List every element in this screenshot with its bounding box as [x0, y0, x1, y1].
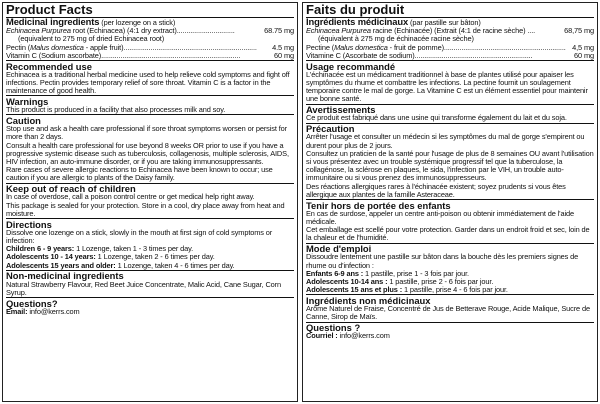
section-heading: Warnings — [6, 95, 294, 106]
section-heading: Questions ? — [306, 322, 594, 333]
ingredient-row: Echinacea Purpurea racine (Echinacée) (Extrait (4:1 de racine sèche) .... 68,75 mg — [306, 26, 594, 36]
ingredient-name: Echinacea Purpurea — [306, 26, 371, 36]
section-heading: Ingrédients médicinaux — [306, 16, 409, 27]
dosage-amount: 1 Lozenge, taken 2 - 6 times per day. — [95, 252, 215, 262]
dosage-amount: 1 pastille, prise 2 - 6 fois par jour. — [387, 277, 494, 287]
section-heading: Ingrédients non médicinaux — [306, 294, 594, 305]
ingredient-row: Vitamin C (Sodium ascorbate)........................................................................ 60 mg — [6, 50, 294, 60]
ingredient-row: Pectine (Malus domestica - fruit de pomme)............................................................... 4,5 mg — [306, 42, 594, 52]
ingredient-detail: root (Echinacea) (4:1 dry extract) — [70, 26, 177, 36]
section-heading: Mode d'emploi — [306, 243, 594, 254]
section-heading: Tenir hors de portée des enfants — [306, 199, 594, 210]
ingredient-note: (équivalent à 275 mg de échinacée racine sèche) — [318, 34, 474, 44]
section-heading: Keep out of reach of children — [6, 183, 294, 194]
contact-line — [6, 308, 294, 316]
email-address: info@kerrs.com — [337, 331, 390, 341]
section-heading: Questions? — [6, 297, 294, 308]
panel-title: Product Facts — [6, 3, 294, 18]
section-text: Rare cases of severe allergic reactions to Echinacea have been known to occur; use caution if you are allergic to plants of the Daisy family. — [6, 165, 273, 183]
section-heading: Directions — [6, 218, 294, 229]
section-heading: Recommended use — [6, 60, 294, 71]
panel-title: Faits du produit — [306, 3, 594, 18]
ingredient-name: Vitamin C (Sodium ascorbate) — [6, 50, 102, 60]
dosage-group: Children 6 - 9 years: — [6, 244, 75, 254]
ingredient-name: Vitamine C (Ascorbate de sodium) — [306, 50, 415, 60]
email-address: info@kerrs.com — [27, 306, 80, 316]
ingredient-name: Echinacea Purpurea — [6, 26, 71, 36]
section-heading: Caution — [6, 114, 294, 125]
section-text: Des réactions allergiques rares à l'échinacée existent; soyez prudents si vous êtes allergique aux plantes de la famille Asteraceae. — [306, 181, 566, 199]
ingredient-amount: 60 mg — [274, 50, 294, 60]
ingredient-latin: Malus domestica — [334, 42, 388, 52]
section-text: Arôme Naturel de Fraise, Concentré de Jus de Betterave Rouge, Acide Malique, Sucre de Canne, Sirop de Maïs. — [306, 304, 590, 322]
section-text: Arrêter l'usage et consulter un médecin si les symptômes du mal de gorge s'empirent ou durent pour plus de 2 jours. — [306, 132, 585, 150]
section-subheading: (par pastille sur bâton) — [408, 18, 481, 27]
dosage-amount: 1 Lozenge, taken 1 - 3 times per day. — [74, 244, 194, 254]
ingredient-detail: - apple fruit) — [83, 42, 124, 52]
section-text: L'échinacée est un médicament traditionnel à base de plantes utilisé pour apaiser les symptômes du rhume et combattre les infections. La pectine fournit un soulagement temporaire contre le mal de gorge. La Vitamine C est un élément essentiel pour maintenir une bonne santé. — [306, 69, 588, 104]
ingredient-row: Echinacea Purpurea root (Echinacea) (4:1 dry extract).............................. 68.75 mg — [6, 26, 294, 36]
ingredient-detail: - fruit de pomme) — [387, 42, 444, 52]
section-text: Dissolve one lozenge on a stick, slowly in the mouth at first sign of cold symptoms or infection: — [6, 227, 273, 246]
english-facts-panel — [2, 2, 298, 402]
ingredient-amount: 4,5 mg — [572, 42, 594, 52]
dosage-line — [306, 286, 594, 294]
section-text: This product is produced in a facility that also processes milk and soy. — [6, 105, 226, 115]
dosage-group: Adolescents 15 ans et plus : — [306, 285, 403, 295]
dosage-group: Adolescents 15 years and older: — [6, 260, 116, 270]
ingredient-name: Pectin ( — [6, 42, 31, 52]
email-label: Courriel : — [306, 331, 338, 341]
ingredient-name: Pectine ( — [306, 42, 335, 52]
dosage-group: Adolescents 10-14 ans : — [306, 277, 388, 287]
section-text: Stop use and ask a health care professional if sore throat symptoms worsen or persist for more than 2 days. — [6, 124, 287, 142]
ingredient-detail: racine (Echinacée) (Extrait (4:1 de racine sèche) — [370, 26, 526, 36]
french-facts-panel — [302, 2, 598, 402]
section-text: Dissoudre lentement une pastille sur bâton dans la bouche dès les premiers signes de rhume ou d'infection : — [306, 252, 579, 270]
dosage-group: Adolescents 10 - 14 years: — [6, 252, 96, 262]
dosage-amount: 1 pastille, prise 4 - 6 fois par jour. — [402, 285, 508, 295]
ingredient-latin: Malus domestica — [30, 42, 84, 52]
section-text: Cet emballage est scellé pour votre protection. Garder dans un endroit froid et sec, loin de la chaleur et de l'humidité. — [306, 225, 590, 243]
section-text: Natural Strawberry Flavour, Red Beet Juice Concentrate, Malic Acid, Cane Sugar, Corn Syrup. — [6, 279, 282, 297]
ingredient-amount: 68.75 mg — [264, 26, 294, 36]
ingredient-row: Vitamine C (Ascorbate de sodium)............................................................. 60 mg — [306, 50, 594, 60]
section-subheading: (per lozenge on a stick) — [99, 18, 176, 27]
section-heading: Non-medicinal ingredients — [6, 270, 294, 281]
contact-line — [306, 332, 594, 340]
dosage-amount: 1 Lozenge, taken 4 - 6 times per day. — [115, 260, 235, 270]
section-text: In case of overdose, call a poison control centre or get medical help right away. — [6, 192, 255, 202]
email-label: Email: — [6, 306, 28, 316]
section-heading: Avertissements — [306, 104, 594, 115]
section-text: Echinacea is a traditional herbal medicine used to help relieve cold symptoms and fight off infections. Pectin provides temporary relief of sore throat. Vitamin C is a factor in the maintenance of good health. — [6, 69, 290, 96]
section-text: Consultez un praticien de la santé pour l'usage de plus de 8 semaines OU avant l'utilisation si vous présentez avec un trouble systémique progressif tel que la tuberculose, la collagénose, la sclérose en plaques, le sida, l'infection par le VIH, un trouble auto-immunitaire ou si vous prenez des immunosuppresseurs. — [306, 148, 594, 183]
section-heading: Medicinal ingredients — [6, 16, 100, 27]
ingredient-row: Pectin (Malus domestica - apple fruit)..................................................................... 4.5 mg — [6, 42, 294, 52]
section-text: This package is sealed for your protection. Store in a cool, dry place away from heat and moisture. — [6, 200, 285, 218]
ingredient-amount: 60 mg — [574, 50, 594, 60]
ingredient-amount: 4.5 mg — [272, 42, 294, 52]
section-heading: Usage recommandé — [306, 60, 594, 71]
dosage-amount: 1 pastille, prise 1 - 3 fois par jour. — [363, 268, 469, 278]
section-text: Consult a health care professional for use beyond 8 weeks OR prior to use if you have a progressive systemic disease such as tuberculosis, collagenosis, multiple sclerosis, AIDS, HIV infection, an auto-immune disorder, or if you are taking immunosuppressants. — [6, 140, 289, 167]
section-text: Ce produit est fabriqué dans une usine qui transforme également du lait et du soja. — [306, 113, 567, 123]
section-text: En cas de surdose, appeler un centre anti-poison ou obtenir immédiatement de l'aide médicale. — [306, 208, 574, 227]
dosage-line — [6, 262, 294, 270]
dosage-group: Enfants 6-9 ans : — [306, 268, 364, 278]
section-heading: Précaution — [306, 123, 594, 134]
ingredient-amount: 68,75 mg — [564, 26, 594, 36]
ingredient-note: (equivalent to 275 mg of dried Echinacea root) — [18, 34, 165, 44]
